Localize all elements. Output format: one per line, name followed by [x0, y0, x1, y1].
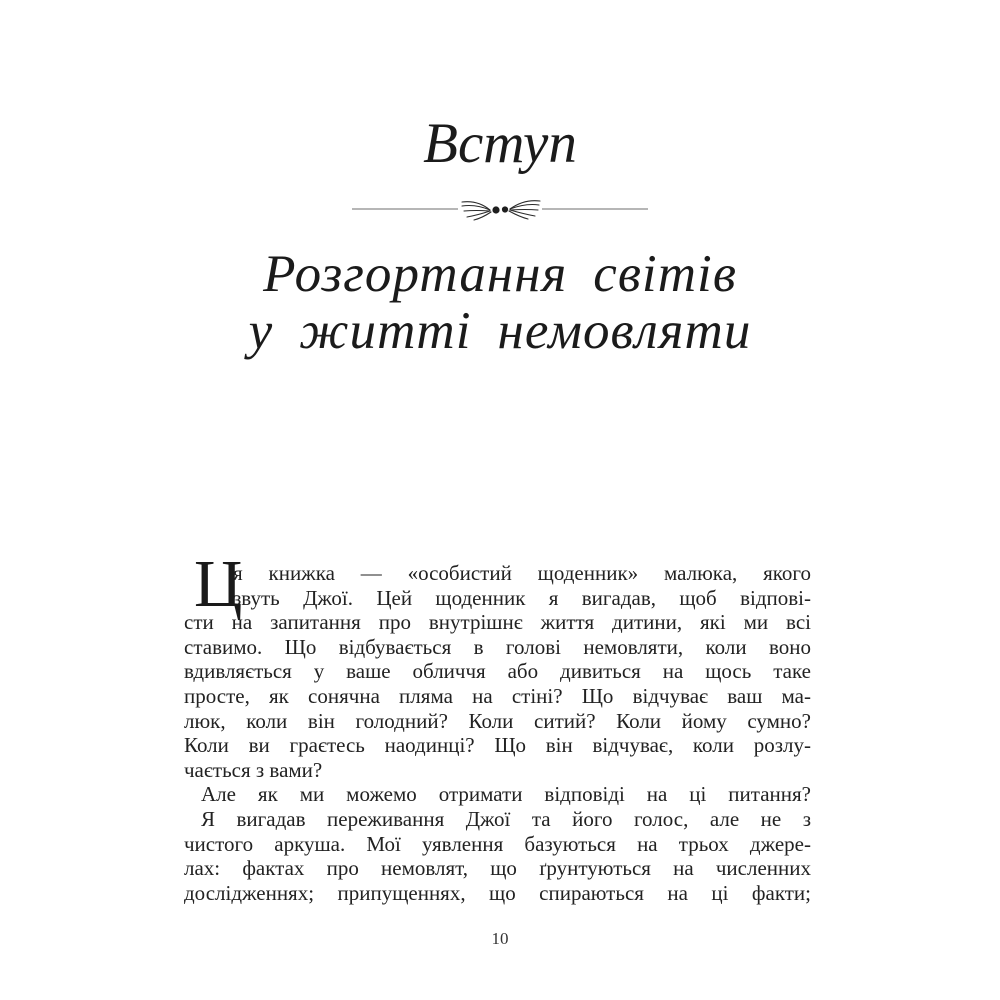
- drop-cap: Ц: [194, 547, 243, 621]
- divider: [0, 197, 1000, 221]
- body-line-8: Коли ви граєтесь наодинці? Що він відчуває, коли розлу-: [184, 733, 811, 758]
- body-line-13: лах: фактах про немовлят, що ґрунтуються на численних: [184, 856, 811, 881]
- body-line-3: сти на запитання про внутрішнє життя дитини, які ми всі: [184, 610, 811, 635]
- body-line-14: дослідженнях; припущеннях, що спираються на ці факти;: [184, 880, 811, 905]
- chapter-heading-line1: Розгортання світів: [263, 245, 737, 303]
- body-line-12: чистого аркуша. Мої уявлення базуються на трьох джере-: [184, 831, 811, 856]
- body-line-2: звуть Джої. Цей щоденник я вигадав, щоб відпові-: [233, 585, 811, 610]
- page-number: 10: [491, 929, 509, 948]
- chapter-title: Вступ: [423, 112, 577, 175]
- body-line-5: вдивляється у ваше обличчя або дивиться на щось таке: [184, 659, 811, 684]
- body-text-block: [184, 547, 811, 906]
- body-line-9: чається з вами?: [184, 757, 323, 782]
- body-line-11: Я вигадав переживання Джої та його голос, але не з: [201, 807, 811, 832]
- chapter-heading-line2: у житті немовляти: [248, 302, 752, 360]
- body-line-4: ставимо. Що відбувається в голові немовляти, коли воно: [184, 634, 811, 659]
- body-line-6: просте, як сонячна пляма на стіні? Що відчуває ваш ма-: [184, 684, 811, 709]
- body-line-1: я книжка — «особистий щоденник» малюка, якого: [233, 561, 811, 585]
- body-line-7: люк, коли він голодний? Коли ситий? Коли йому сумно?: [184, 708, 811, 733]
- body-line-10: Але як ми можемо отримати відповіді на ці питання?: [201, 782, 811, 807]
- feather-dots-divider-icon: [350, 197, 650, 221]
- chapter-heading: [0, 246, 1000, 360]
